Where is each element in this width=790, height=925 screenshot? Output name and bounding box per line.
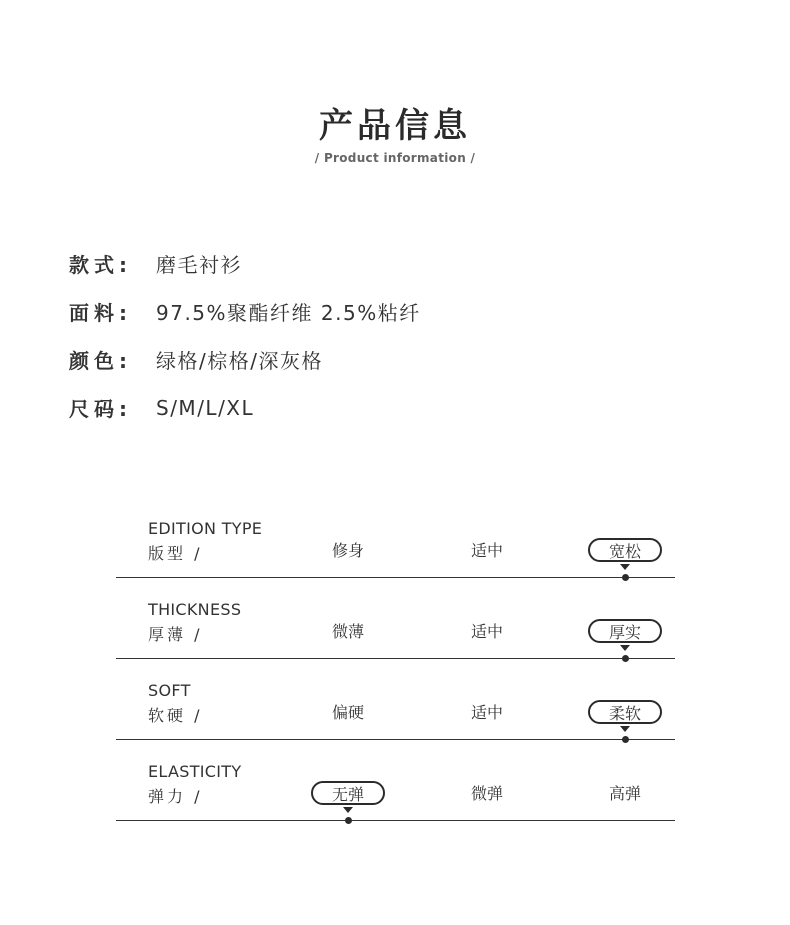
attribute-name-en: SOFT <box>148 681 191 700</box>
info-label: 款式: <box>69 253 132 277</box>
scale-marker-dot <box>345 817 352 824</box>
page-title: 产品信息 <box>319 106 471 146</box>
scale-option-selected: 宽松 <box>588 538 662 562</box>
attribute-name-zh: 版型 / <box>148 544 203 563</box>
scale-line <box>116 658 675 659</box>
attribute-row <box>116 762 675 843</box>
scale-option: 适中 <box>470 703 503 722</box>
scale-marker-dot <box>622 655 629 662</box>
scale-option: 适中 <box>470 541 503 560</box>
info-value: S/M/L/XL <box>156 395 255 420</box>
info-row-style <box>69 249 242 278</box>
scale-option: 适中 <box>470 622 503 641</box>
scale-option-selected: 柔软 <box>588 700 662 724</box>
attribute-row <box>116 600 675 681</box>
attribute-name-zh: 厚薄 / <box>148 625 203 644</box>
info-label: 面料: <box>69 301 132 325</box>
info-label: 尺码: <box>69 397 132 421</box>
attribute-name-en: THICKNESS <box>148 600 242 619</box>
indicator-arrow-icon <box>343 807 353 813</box>
info-row-fabric <box>69 297 421 326</box>
scale-option: 修身 <box>331 541 364 560</box>
scale-line <box>116 739 675 740</box>
attribute-row <box>116 681 675 762</box>
info-row-color <box>69 345 323 374</box>
scale-line <box>116 820 675 821</box>
attribute-name-zh: 弹力 / <box>148 787 203 806</box>
scale-marker-dot <box>622 574 629 581</box>
scale-option: 高弹 <box>608 784 641 803</box>
attribute-name-en: EDITION TYPE <box>148 519 263 538</box>
scale-option: 微弹 <box>470 784 503 803</box>
info-row-size <box>69 393 254 422</box>
indicator-arrow-icon <box>620 564 630 570</box>
attribute-row <box>116 519 675 600</box>
scale-option: 微薄 <box>331 622 364 641</box>
indicator-arrow-icon <box>620 645 630 651</box>
info-value: 97.5%聚酯纤维 2.5%粘纤 <box>156 301 421 325</box>
info-value: 磨毛衬衫 <box>156 253 242 277</box>
scale-option-selected: 厚实 <box>588 619 662 643</box>
attribute-name-en: ELASTICITY <box>148 762 242 781</box>
indicator-arrow-icon <box>620 726 630 732</box>
page-subtitle: / Product information / <box>314 151 476 165</box>
scale-option-selected: 无弹 <box>311 781 385 805</box>
scale-line <box>116 577 675 578</box>
info-label: 颜色: <box>69 349 132 373</box>
info-value: 绿格/棕格/深灰格 <box>156 349 323 373</box>
scale-marker-dot <box>622 736 629 743</box>
scale-option: 偏硬 <box>331 703 364 722</box>
attribute-name-zh: 软硬 / <box>148 706 203 725</box>
